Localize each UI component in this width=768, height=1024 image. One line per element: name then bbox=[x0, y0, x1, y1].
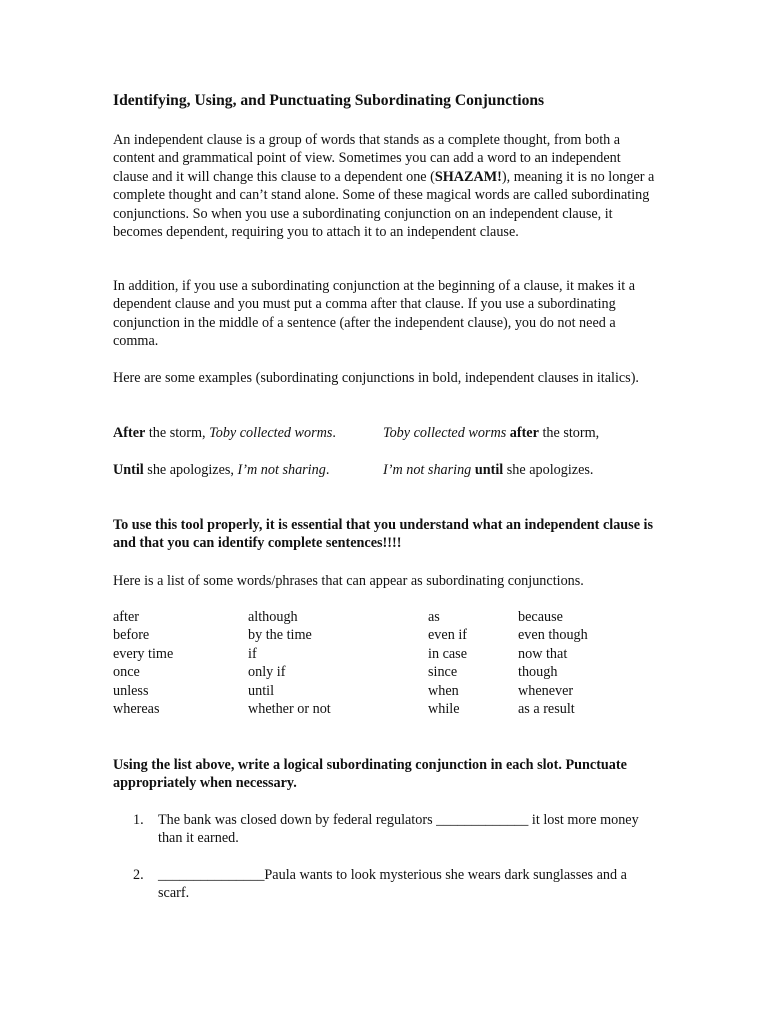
example-plain: the storm, bbox=[538, 425, 600, 441]
conjunction-word: once bbox=[113, 664, 140, 681]
question-text: The bank was closed down by federal regulators _____________ it lost more money than it earned. bbox=[158, 812, 639, 847]
shazam-emphasis: SHAZAM! bbox=[434, 168, 502, 185]
example-row bbox=[113, 461, 658, 480]
example-plain: . bbox=[332, 425, 336, 441]
example-right bbox=[383, 461, 593, 479]
paragraph-text: ), meaning it is no longer a complete thought and can’t stand alone. Some of these magical words are called subordinating conjunctions. So when you use a subordinating conjunction on an independent clause, it becomes dependent, requiring you to attach it to an independent clause. bbox=[113, 168, 655, 241]
independent-clause-italic: I’m not sharing bbox=[383, 462, 472, 478]
conjunction-list-intro: Here is a list of some words/phrases that can appear as subordinating conjunctions. bbox=[113, 573, 584, 589]
example-plain: she apologizes, bbox=[143, 462, 238, 478]
independent-clause-italic: Toby collected worms bbox=[383, 425, 507, 441]
conjunction-word: whereas bbox=[113, 700, 160, 717]
conjunction-word: every time bbox=[113, 645, 174, 662]
conjunction-bold: after bbox=[506, 425, 539, 441]
conjunction-word: because bbox=[518, 609, 563, 625]
conjunction-word: only if bbox=[248, 664, 286, 681]
example-plain: she apologizes. bbox=[503, 462, 594, 478]
important-note: To use this tool properly, it is essential that you understand what an independent clause is and that you can identify complete sentences!!!! bbox=[113, 517, 654, 552]
conjunction-word: while bbox=[428, 700, 460, 717]
example-left bbox=[113, 461, 329, 479]
paragraph-independent-clause bbox=[113, 131, 658, 241]
conjunction-word: since bbox=[428, 664, 458, 681]
example-plain: the storm, bbox=[145, 425, 210, 441]
independent-clause-italic: Toby collected worms bbox=[209, 425, 333, 441]
conjunction-word: now that bbox=[518, 645, 568, 662]
conjunction-word: as bbox=[428, 609, 440, 625]
conjunction-word: until bbox=[248, 682, 275, 699]
conjunction-bold: After bbox=[113, 425, 146, 441]
question-number: 1. bbox=[133, 812, 144, 828]
paragraph-examples-intro: Here are some examples (subordinating conjunctions in bold, independent clauses in italics). bbox=[113, 370, 639, 386]
conjunction-word: though bbox=[518, 664, 558, 681]
conjunction-word: by the time bbox=[248, 627, 312, 644]
exercise-instructions: Using the list above, write a logical subordinating conjunction in each slot. Punctuate appropriately when necessary. bbox=[113, 757, 627, 792]
conjunction-word: even if bbox=[428, 627, 467, 644]
question-number: 2. bbox=[133, 867, 144, 883]
independent-clause-italic: I’m not sharing bbox=[237, 462, 326, 478]
conjunction-word: unless bbox=[113, 682, 149, 699]
conjunction-word: when bbox=[428, 682, 459, 699]
conjunction-word: after bbox=[113, 609, 139, 625]
example-row bbox=[113, 424, 658, 443]
example-plain: . bbox=[325, 462, 330, 478]
conjunction-bold: Until bbox=[113, 462, 144, 478]
conjunction-word: as a result bbox=[518, 700, 575, 717]
conjunction-word: in case bbox=[428, 645, 467, 662]
example-right bbox=[383, 424, 599, 442]
paragraph-comma-rule: In addition, if you use a subordinating conjunction at the beginning of a clause, it makes it a dependent clause and you must put a comma after that clause. If you use a subordinating conjunction in the middle of a sentence (after the independent clause), you do not need a comma. bbox=[113, 278, 636, 350]
conjunction-word: before bbox=[113, 627, 150, 644]
conjunction-word: if bbox=[248, 645, 257, 662]
conjunction-word: although bbox=[248, 609, 298, 625]
conjunction-word: whenever bbox=[518, 682, 574, 699]
question-text: _______________Paula wants to look mysterious she wears dark sunglasses and a scarf. bbox=[158, 867, 627, 902]
conjunction-word: whether or not bbox=[248, 700, 331, 717]
page-title: Identifying, Using, and Punctuating Subordinating Conjunctions bbox=[113, 92, 545, 109]
conjunction-word: even though bbox=[518, 627, 588, 644]
paragraph-text: An independent clause is a group of words that stands as a complete thought, from both a content and grammatical point of view. Sometimes you can add a word to an independent clause and it will change this clause to a dependent one ( bbox=[113, 132, 621, 185]
conjunction-bold: until bbox=[471, 462, 504, 478]
example-left bbox=[113, 424, 336, 442]
